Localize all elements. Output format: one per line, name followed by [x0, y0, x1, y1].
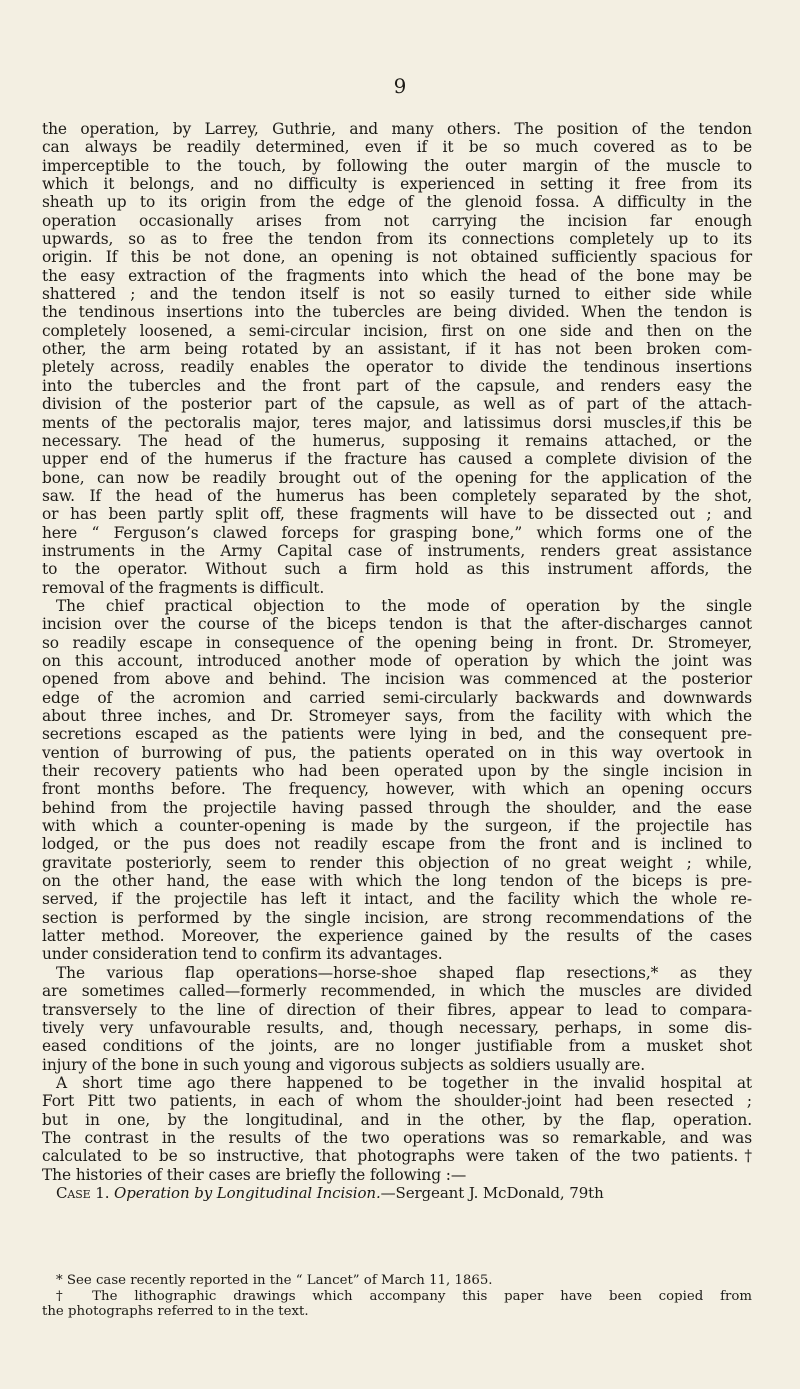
text-line: operation occasionally arises from not carrying the incision far enough [42, 211, 752, 230]
text-line: vention of burrowing of pus, the patients operated on in this way overtook in [42, 743, 752, 762]
case-title: Operation by Longitudinal Incision. [114, 1183, 381, 1202]
text-line: the tendinous insertions into the tubercles are being divided. When the tendon is [42, 303, 752, 322]
footnote-dagger-continued: the photographs referred to in the text. [42, 1304, 309, 1319]
text-line: The histories of their cases are briefly the following :— [42, 1165, 467, 1184]
footnote-star: * See case recently reported in the “ Lancet” of March 11, 1865. [56, 1273, 493, 1288]
body-text [42, 120, 752, 1202]
text-line: under consideration tend to confirm its advantages. [42, 945, 443, 964]
text-line: with which a counter-opening is made by the surgeon, if the projectile has [42, 817, 752, 836]
text-line: about three inches, and Dr. Stromeyer says, from the facility with which the [42, 707, 752, 725]
footnote-dagger: † The lithographic drawings which accompany this paper have been copied from [56, 1288, 752, 1304]
text-line: which it belongs, and no difficulty is experienced in setting it free from its [42, 175, 752, 194]
text-line: but in one, by the longitudinal, and in the other, by the flap, operation. [42, 1110, 752, 1129]
text-line: lodged, or the pus does not readily escape from the front and is inclined to [42, 835, 752, 854]
text-line: eased conditions of the joints, are no longer justifiable from a musket shot [42, 1037, 752, 1056]
text-line: necessary. The head of the humerus, supposing it remains attached, or the [42, 431, 752, 450]
text-line: saw. If the head of the humerus has been completely separated by the shot, [42, 486, 752, 505]
text-line: pletely across, readily enables the operator to divide the tendinous insertions [42, 358, 752, 377]
text-line: The contrast in the results of the two operations was so remarkable, and was [42, 1128, 752, 1147]
text-line: The various flap operations—horse-shoe shaped flap resections,* as they [56, 963, 752, 982]
text-line: or has been partly split off, these fragments will have to be dissected out ; and [42, 505, 752, 524]
text-line: imperceptible to the touch, by following the outer margin of the muscle to [42, 156, 752, 175]
text-line: injury of the bone in such young and vigorous subjects as soldiers usually are. [42, 1055, 646, 1074]
paragraph [42, 1074, 752, 1184]
text-line: upper end of the humerus if the fracture has caused a complete division of the [42, 450, 752, 469]
paragraph [42, 120, 752, 597]
text-line: the operation, by Larrey, Guthrie, and many others. The position of the tendon [42, 120, 752, 138]
case-label: Case 1. [56, 1183, 110, 1202]
text-line: on the other hand, the ease with which the long tendon of the biceps is pre- [42, 872, 752, 891]
text-line: calculated to be so instructive, that photographs were taken of the two patients.† [42, 1147, 752, 1166]
page-number: 9 [393, 74, 407, 98]
text-line: removal of the fragments is difficult. [42, 578, 325, 597]
text-line: completely loosened, a semi-circular incision, first on one side and then on the [42, 321, 752, 340]
text-line: gravitate posteriorly, seem to render this objection of no great weight ; while, [42, 853, 752, 872]
text-line: can always be readily determined, even if it be so much covered as to be [42, 138, 752, 157]
text-line: A short time ago there happened to be together in the invalid hospital at [56, 1073, 752, 1092]
text-line: so readily escape in consequence of the opening being in front. Dr. Stromeyer, [42, 633, 752, 652]
text-line: served, if the projectile has left it intact, and the facility which the whole re- [42, 890, 752, 909]
text-line: Fort Pitt two patients, in each of whom the shoulder-joint had been resected ; [42, 1092, 752, 1111]
text-line: front months before. The frequency, however, with which an opening occurs [42, 780, 752, 799]
text-line: latter method. Moreover, the experience gained by the results of the cases [42, 927, 752, 946]
text-line: their recovery patients who had been operated upon by the single incision in [42, 762, 752, 781]
text-line: tively very unfavourable results, and, though necessary, perhaps, in some dis- [42, 1018, 752, 1037]
text-line: bone, can now be readily brought out of the opening for the application of the [42, 468, 752, 487]
paragraph [42, 597, 752, 964]
text-line: section is performed by the single incision, are strong recommendations of the [42, 908, 752, 927]
text-line: here “ Ferguson’s clawed forceps for grasping bone,” which forms one of the [42, 523, 752, 542]
text-line: origin. If this be not done, an opening is not obtained sufficiently spacious for [42, 248, 752, 267]
text-line: other, the arm being rotated by an assistant, if it has not been broken com- [42, 340, 752, 359]
paragraph-container [42, 120, 752, 1184]
text-line: to the operator. Without such a firm hold as this instrument affords, the [42, 560, 752, 579]
text-line: the easy extraction of the fragments into which the head of the bone may be [42, 266, 752, 285]
text-line: transversely to the line of direction of their fibres, appear to lead to compara- [42, 1000, 752, 1019]
case-subject: —Sergeant J. McDonald, 79th [380, 1183, 604, 1202]
text-line: opened from above and behind. The incision was commenced at the posterior [42, 670, 752, 689]
text-line: into the tubercles and the front part of the capsule, and renders easy the [42, 376, 752, 395]
footnotes [42, 1273, 752, 1320]
text-line: incision over the course of the biceps tendon is that the after-discharges cannot [42, 615, 752, 634]
case-heading [42, 1184, 752, 1202]
text-line: edge of the acromion and carried semi-circularly backwards and downwards [42, 688, 752, 707]
text-line: shattered ; and the tendon itself is not so easily turned to either side while [42, 285, 752, 304]
text-line: instruments in the Army Capital case of instruments, renders great assistance [42, 541, 752, 560]
text-line: division of the posterior part of the capsule, as well as of part of the attach- [42, 395, 752, 414]
text-line: upwards, so as to free the tendon from its connections completely up to its [42, 230, 752, 249]
text-line: The chief practical objection to the mode of operation by the single [56, 596, 752, 615]
text-line: secretions escaped as the patients were lying in bed, and the consequent pre- [42, 725, 752, 744]
text-line: are sometimes called—formerly recommended, in which the muscles are divided [42, 982, 752, 1001]
text-line: ments of the pectoralis major, teres major, and latissimus dorsi muscles,if this be [42, 413, 752, 432]
text-line: on this account, introduced another mode of operation by which the joint was [42, 651, 752, 670]
paragraph [42, 964, 752, 1074]
text-line: behind from the projectile having passed through the shoulder, and the ease [42, 798, 752, 817]
text-line: sheath up to its origin from the edge of the glenoid fossa. A difficulty in the [42, 193, 752, 212]
